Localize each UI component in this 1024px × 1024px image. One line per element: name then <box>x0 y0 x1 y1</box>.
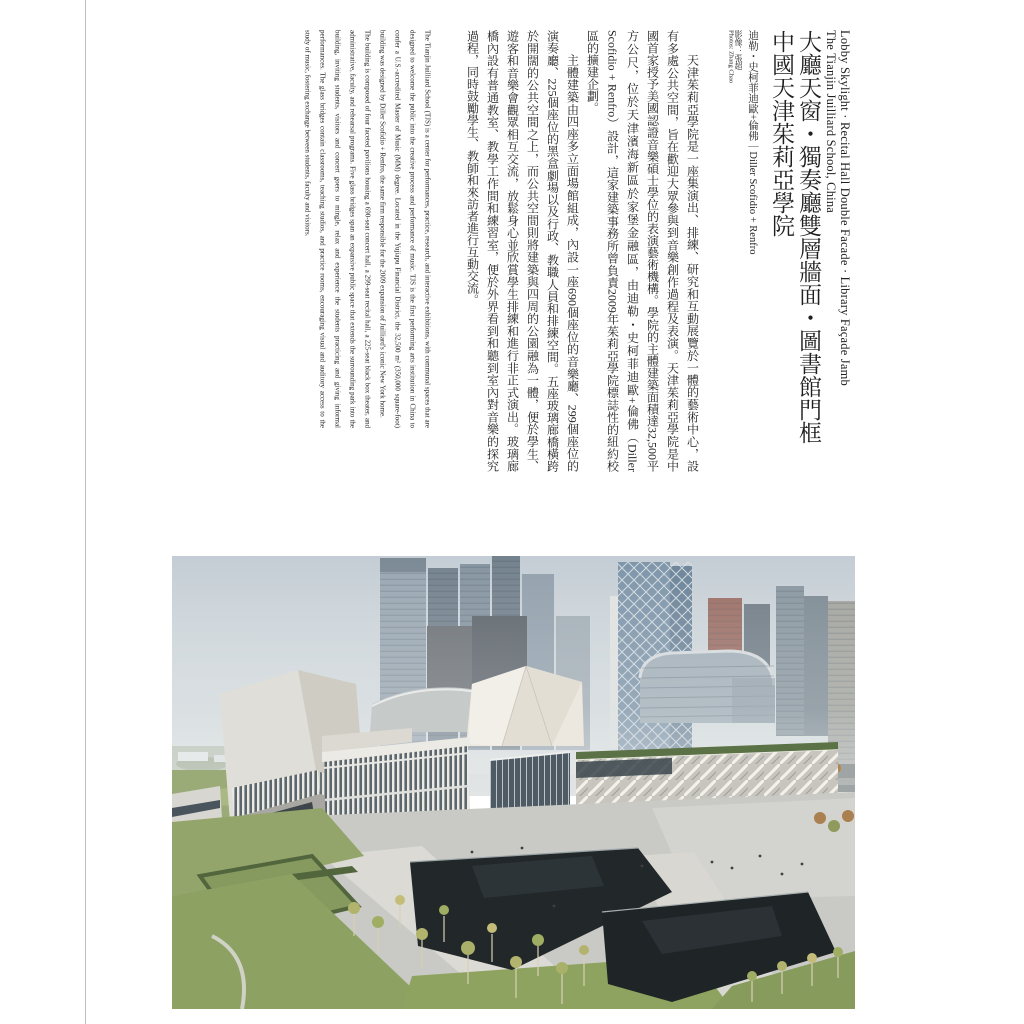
article-text-block <box>300 30 853 476</box>
body-text-chinese <box>463 30 703 472</box>
body-en-paragraph-1: The Tianjin Juilliard School (TJS) is a center for performances, practice, research, and interactive exhibitions, with communal spaces that are designed to welcome the public into the creative process and performance of music. TJS is the first performing arts institution in China to confer a U.S.-accredited Master of Music (MM) degree. Located in the Yujiapu Financial District, the 32,500 m² (350,000 square-foot) building was designed by Diller Scofidio + Renfro, the same firm responsible for the 2009 expansion of Juilliard's iconic New York home. <box>378 30 432 428</box>
photo-credit-chinese: 影像：張超 <box>734 30 743 70</box>
page-edge-line <box>85 0 86 1024</box>
title-chinese-line1: 大廳天窗・獨奏廳雙層牆面・圖書館門框 <box>796 30 821 444</box>
building-photo-art <box>172 556 855 1009</box>
body-zh-paragraph-1: 天津茱莉亞學院是一座集演出、排練、研究和互動展覽於一體的藝術中心，設有多處公共空間，旨在歡迎大眾參與到音樂創作過程及表演。天津茱莉亞學院是中國首家授予美國認證音樂碩士學位的表演藝術機構。學院的主體建築面積達32,500平方公尺，位於天津濱海新區於家堡金融區，由迪勒・史柯菲迪歐+倫佛（Diller Scofidio + Renfro）設計，這家建築事務所曾負責2009年茱莉亞學院標誌性的紐約校區的擴建企劃。 <box>585 30 700 472</box>
body-text-english <box>300 30 435 428</box>
title-chinese-line2: 中國天津茱莉亞學院 <box>769 30 794 237</box>
building-photo <box>172 556 855 1009</box>
title-chinese <box>768 30 822 476</box>
photo-credit-english: Photos: Zhang Chao <box>727 30 735 84</box>
body-en-paragraph-2: The building is composed of four faceted pavilions housing a 690-seat concert hall, a 299-seat recital hall, a 225-seat black box theater, and administrative, faculty, and rehearsal programs. Five glass bridges span an expansive public space that extends the surrounding park into the building, inviting students, visitors and concert goers to mingle, relax and experience the students practicing and giving informal performances. The glass bridges contain classrooms, teaching studios, and practice rooms, encouraging visual and auditory access to the study of music, fostering exchange between students, faculty and visitors. <box>303 30 372 428</box>
title-english-line2: The Tianjin Juilliard School, China <box>824 30 838 214</box>
title-english <box>824 30 852 470</box>
architect-credit: 迪勒・史柯菲迪歐+倫佛｜Diller Scofidio + Renfro <box>747 30 758 255</box>
photo-credits <box>728 30 743 476</box>
body-zh-paragraph-2: 主體建築由四座多立面場館組成，內設一座690個座位的音樂廳、299個座位的演奏廳、225個座位的黑盒劇場以及行政、教職人員和排練空間。五座玻璃廊橋橫跨於開闊的公共空間之上，而公共空間則將建築與四周的公園融為一體，便於學生、遊客和音樂會觀眾相互交流，放鬆身心並欣賞學生排練和進行非正式演出。玻璃廊橋內設有普通教室、教學工作間和練習室，便於外界看到和聽到室內對音樂的探究過程，同時鼓勵學生、教師和來訪者進行互動交流。 <box>465 30 580 472</box>
title-english-line1: Lobby Skylight · Recital Hall Double Facade · Library Façade Jamb <box>838 30 852 386</box>
